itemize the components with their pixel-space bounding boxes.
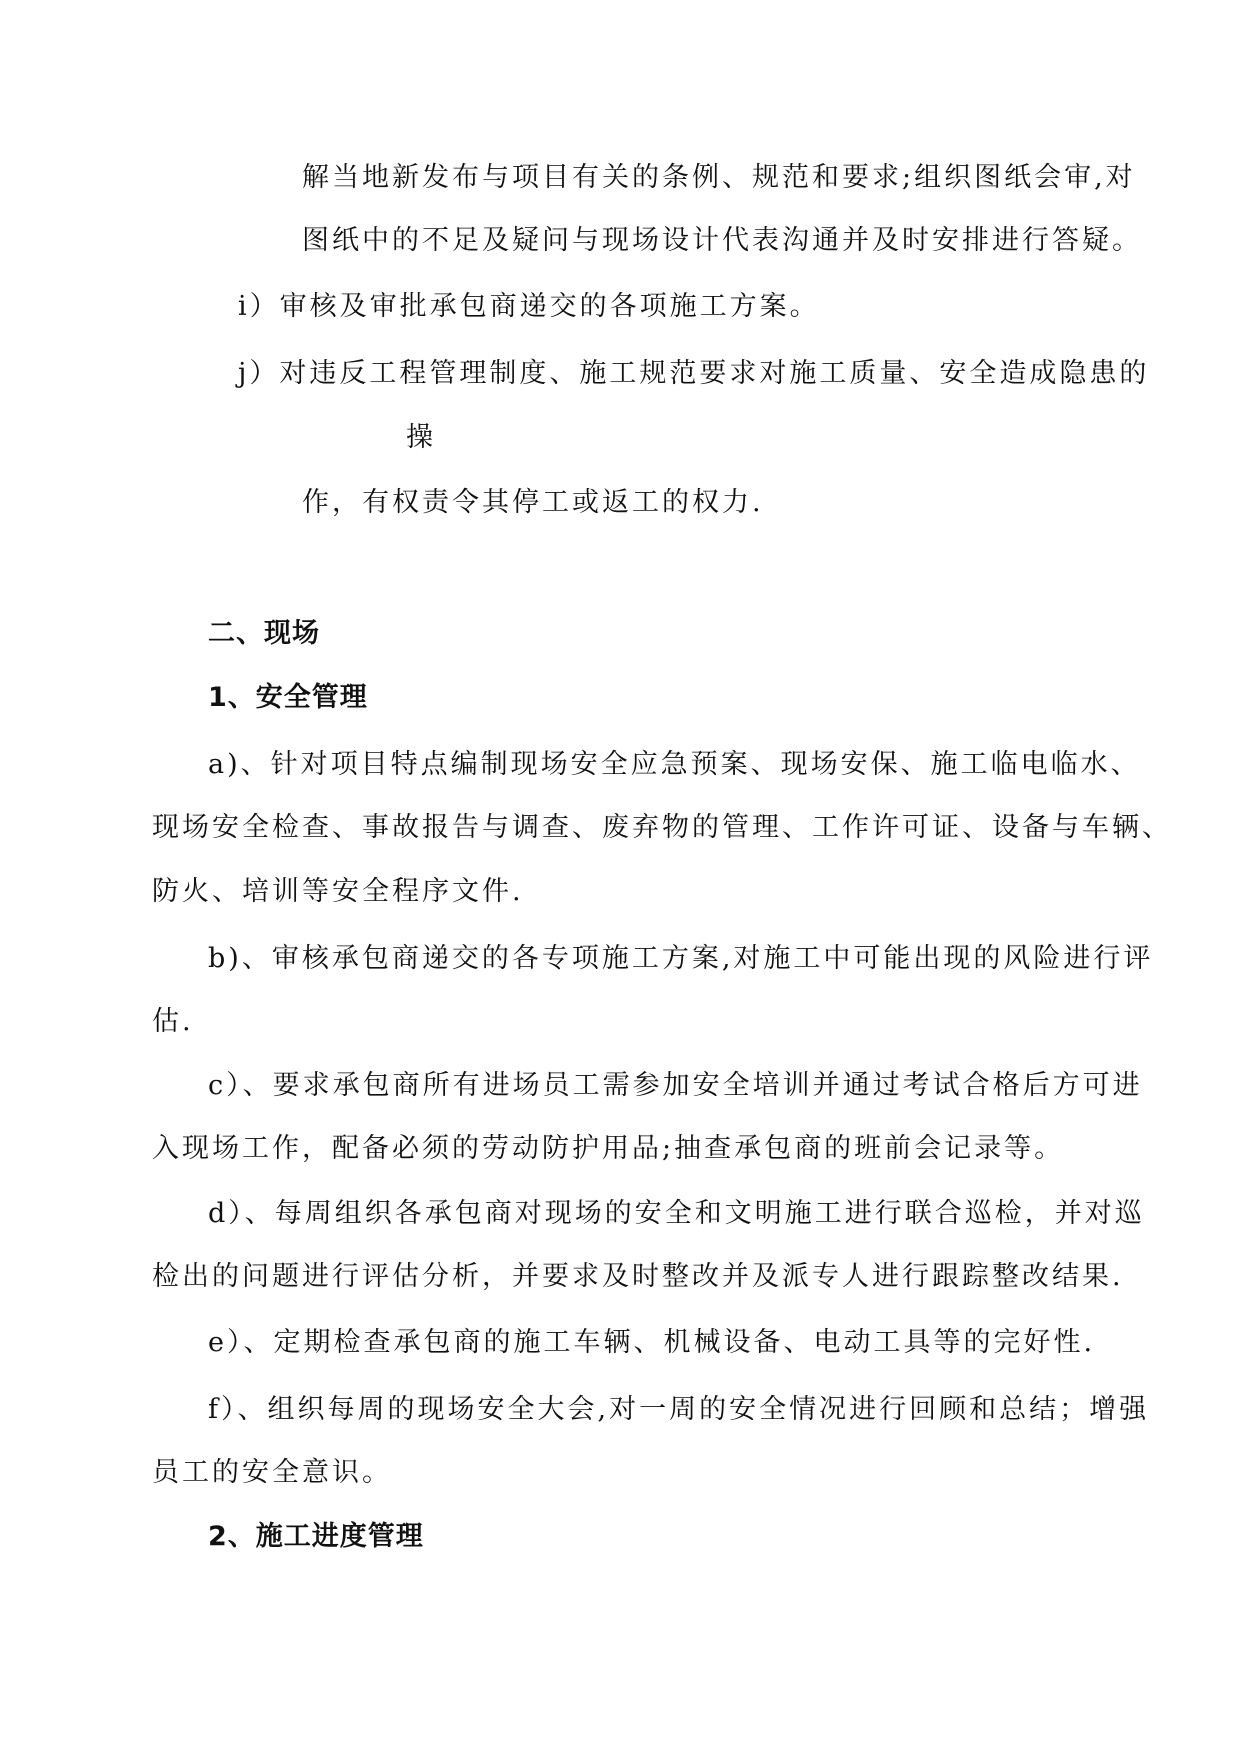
list-item-a: a)、针对项目特点编制现场安全应急预案、现场安保、施工临电临水、 bbox=[208, 749, 1141, 780]
paragraph-line: 防火、培训等安全程序文件. bbox=[152, 876, 524, 907]
list-item-d: d）、每周组织各承包商对现场的安全和文明施工进行联合巡检，并对巡 bbox=[208, 1198, 1145, 1229]
paragraph-line: 检出的问题进行评估分析，并要求及时整改并及派专人进行跟踪整改结果. bbox=[152, 1261, 1124, 1292]
list-item-c: c）、要求承包商所有进场员工需参加安全培训并通过考试合格后方可进 bbox=[208, 1070, 1143, 1101]
paragraph-line: 现场安全检查、事故报告与调查、废弃物的管理、工作许可证、设备与车辆、 bbox=[152, 812, 1172, 843]
list-item-b: b)、审核承包商递交的各专项施工方案,对施工中可能出现的风险进行评 bbox=[208, 943, 1154, 974]
subsection-heading: 1、安全管理 bbox=[208, 682, 368, 713]
paragraph-line: 图纸中的不足及疑问与现场设计代表沟通并及时安排进行答疑。 bbox=[302, 225, 1142, 256]
paragraph-line: 估. bbox=[152, 1006, 194, 1037]
list-item-e: e）、定期检查承包商的施工车辆、机械设备、电动工具等的完好性. bbox=[208, 1327, 1096, 1358]
paragraph-line: 入现场工作，配备必须的劳动防护用品;抽查承包商的班前会记录等。 bbox=[152, 1133, 1065, 1164]
paragraph-line: 员工的安全意识。 bbox=[152, 1457, 392, 1488]
list-item-j: j）对违反工程管理制度、施工规范要求对施工质量、安全造成隐患的 bbox=[238, 358, 1150, 389]
list-item-f: f）、组织每周的现场安全大会,对一周的安全情况进行回顾和总结；增强 bbox=[208, 1394, 1150, 1425]
section-heading: 二、现场 bbox=[208, 618, 320, 649]
paragraph-line: 作，有权责令其停工或返工的权力. bbox=[302, 487, 764, 518]
list-item-i: i）审核及审批承包商递交的各项施工方案。 bbox=[238, 291, 820, 322]
subsection-heading: 2、施工进度管理 bbox=[208, 1521, 424, 1552]
paragraph-line: 操 bbox=[406, 422, 436, 453]
paragraph-line: 解当地新发布与项目有关的条例、规范和要求;组织图纸会审,对 bbox=[302, 162, 1136, 193]
